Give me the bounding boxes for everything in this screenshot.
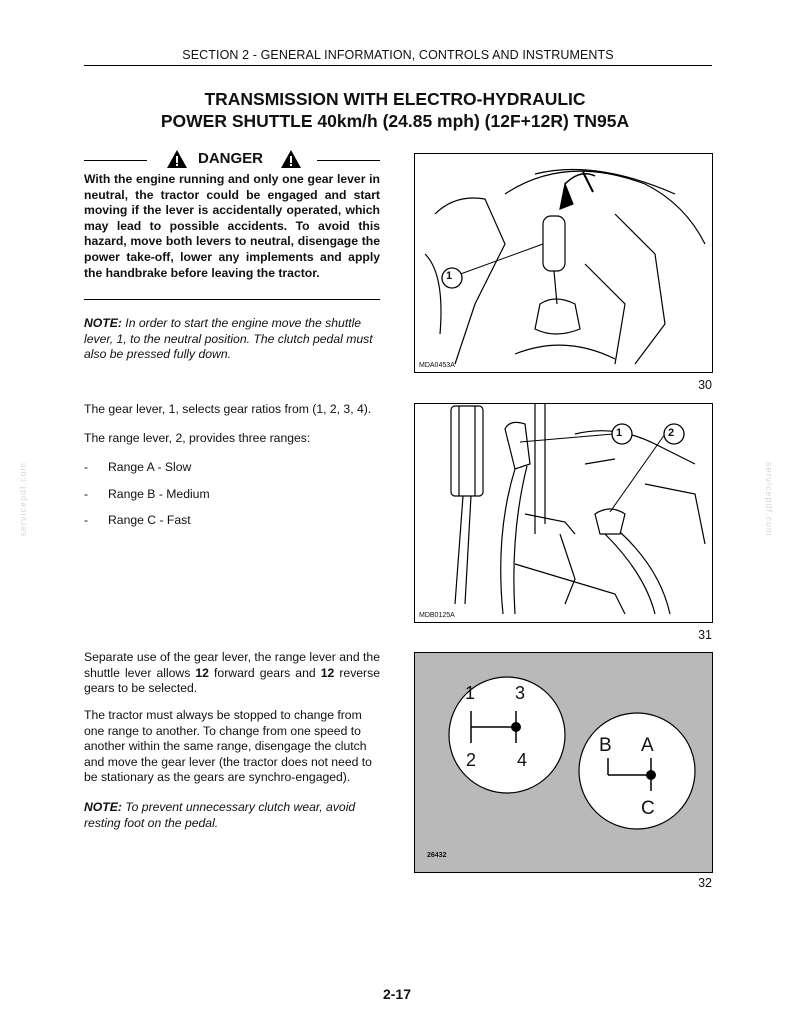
danger-heading (84, 148, 380, 172)
range-a-text: Range A - Slow (108, 460, 192, 474)
gear-2-label: 2 (466, 750, 477, 770)
warning-icon (166, 149, 188, 169)
range-a-label: A (641, 735, 654, 756)
danger-line-left (84, 160, 147, 161)
callout-2: 2 (668, 427, 675, 439)
page-title-line2: POWER SHUTTLE 40km/h (24.85 mph) (12F+12R) TN95A (160, 111, 630, 131)
range-change-text: The tractor must always be stopped to change from one range to another. To change from one speed to another within the same range, disengage the clutch and move the gear lever (the tractor does not need to be stationary as the gears are synchro-engaged). (84, 708, 372, 785)
note-shuttle-lever (84, 316, 380, 363)
warning-icon (280, 149, 302, 169)
figure-32 (414, 652, 713, 873)
figure-number: 32 (698, 876, 712, 890)
gears-count-text: Separate use of the gear lever, the range lever and the shuttle lever allows 12 forward gears and 12 reverse gears to be selected. (84, 650, 380, 696)
note-label: NOTE: (84, 316, 122, 330)
note-clutch (84, 800, 380, 831)
figure-31 (414, 403, 713, 623)
range-lever-text: The range lever, 2, provides three ranges: (84, 431, 311, 445)
range-c-text: Range C - Fast (108, 513, 191, 527)
figure-number: 30 (698, 378, 712, 392)
callout-1: 1 (446, 270, 453, 282)
page-number: 2-17 (382, 986, 412, 1002)
range-b-label: B (599, 735, 612, 756)
range-b-text: Range B - Medium (108, 487, 210, 501)
danger-label: DANGER (198, 150, 264, 167)
note-text: In order to start the engine move the shuttle lever, 1, to the neutral position. The clutch pedal must also be pressed fully down. (84, 316, 373, 362)
gear-4-label: 4 (517, 750, 528, 770)
gear-3-label: 3 (515, 683, 526, 703)
watermark-right: servicepdf.com (764, 462, 774, 537)
figure-code: MDB0125A (419, 612, 455, 619)
danger-divider (84, 299, 380, 300)
callout-1: 1 (616, 427, 623, 439)
page-title (100, 88, 690, 132)
watermark-left: servicepdf.com (18, 462, 28, 537)
figure-code: 26432 (427, 852, 447, 859)
page-title-line1: TRANSMISSION WITH ELECTRO-HYDRAULIC (204, 89, 586, 109)
section-header: SECTION 2 - GENERAL INFORMATION, CONTROLS AND INSTRUMENTS (182, 48, 614, 62)
note-text: To prevent unnecessary clutch wear, avoid resting foot on the pedal. (84, 800, 356, 830)
note-label: NOTE: (84, 800, 122, 814)
gear-lever-text: The gear lever, 1, selects gear ratios from (1, 2, 3, 4). (84, 402, 372, 416)
gear-1-label: 1 (465, 683, 476, 703)
range-c-label: C (641, 798, 655, 819)
danger-line-right (317, 160, 380, 161)
figure-number: 31 (698, 628, 712, 642)
shuttle-lever-illustration (415, 154, 712, 372)
figure-30 (414, 153, 713, 373)
header-divider (84, 65, 712, 66)
shift-pattern-diagram (415, 653, 712, 872)
danger-text: With the engine running and only one gear lever in neutral, the tractor could be engaged and start moving if the lever is accidentally operated, which may lead to possible accidents. To avoid this hazard, move both levers to neutral, disengage the power take-off, lower any implements and apply the handbrake before leaving the tractor. (84, 172, 380, 280)
figure-code: MDA0453A (419, 362, 455, 369)
